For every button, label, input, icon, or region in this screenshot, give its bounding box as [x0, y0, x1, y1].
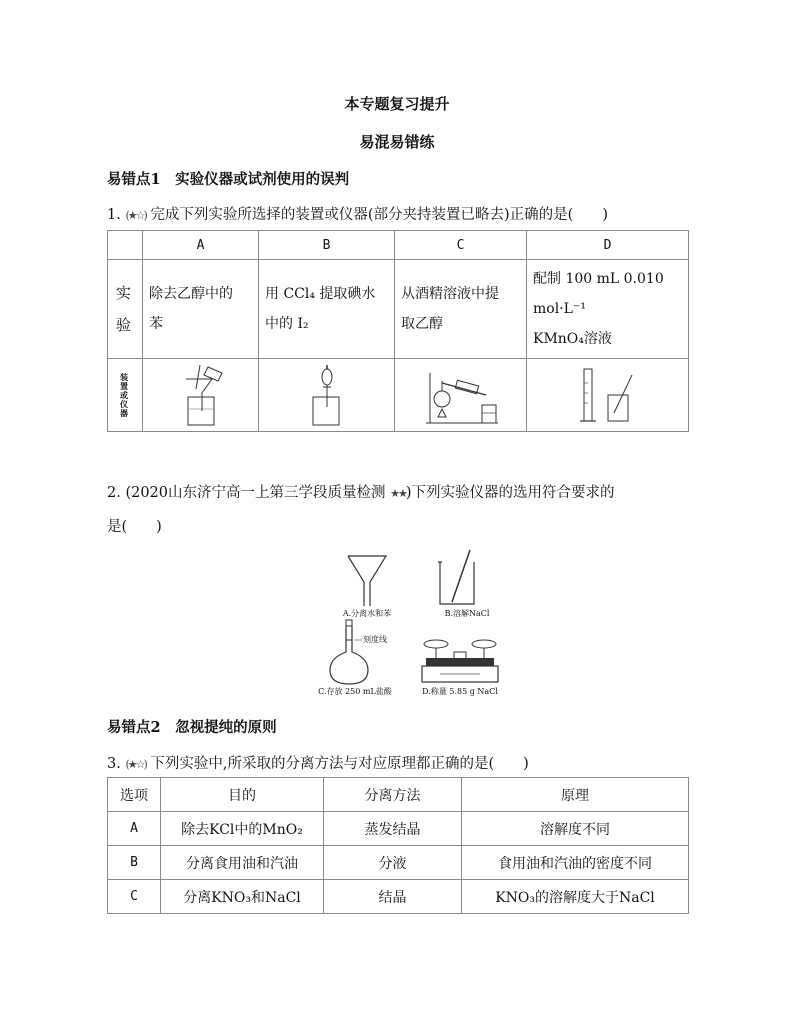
table-row — [108, 359, 689, 432]
q2-text: (2020山东济宁高一上第三学段质量检测 — [125, 485, 391, 501]
cylinder-beaker-apparatus — [568, 363, 648, 427]
table-header-row — [108, 778, 689, 812]
table-row — [108, 260, 689, 359]
principle-cell: KNO₃的溶解度大于NaCl — [462, 880, 689, 914]
q1-number: 1. — [107, 207, 121, 223]
option-cell: C — [108, 880, 161, 914]
funnel-icon — [342, 548, 392, 608]
principle-cell: 食用油和汽油的密度不同 — [462, 846, 689, 880]
column-header: 分离方法 — [324, 778, 462, 812]
volumetric-flask-icon — [300, 618, 410, 686]
table-header-row — [108, 231, 689, 260]
graduation-mark-label: 刻度线 — [363, 635, 387, 644]
experiment-row-label — [108, 260, 143, 359]
cell-line: mol·L⁻¹ — [533, 301, 586, 317]
purpose-cell: 分离食用油和汽油 — [161, 846, 324, 880]
column-header: A — [143, 231, 259, 260]
figure-caption: C.存放 250 mL盐酸 — [318, 687, 392, 696]
page-title: 本专题复习提升 — [344, 95, 450, 113]
figure-b — [412, 548, 522, 619]
figure-caption: B.溶解NaCl — [444, 609, 490, 618]
experiment-cell-b — [259, 260, 395, 359]
balance-scale-icon — [420, 636, 500, 686]
column-header: C — [395, 231, 527, 260]
difficulty-stars: (★☆) — [125, 209, 146, 222]
table-row — [108, 812, 689, 846]
apparatus-label: 装置或仪器 — [119, 372, 130, 418]
figure-d — [405, 636, 515, 697]
q3-number: 3. — [107, 756, 121, 772]
q1-table — [107, 230, 689, 432]
difficulty-stars: (★☆) — [125, 758, 146, 771]
column-header: B — [259, 231, 395, 260]
table-row — [108, 846, 689, 880]
funnel-beaker-apparatus — [166, 363, 236, 427]
purpose-cell: 分离KNO₃和NaCl — [161, 880, 324, 914]
method-cell: 蒸发结晶 — [324, 812, 462, 846]
apparatus-cell-b — [259, 359, 395, 432]
cell-line: 苯 — [149, 316, 163, 332]
q2-number: 2. — [107, 485, 121, 501]
cell-line: 中的 I₂ — [265, 316, 309, 332]
section2-heading: 易错点2 忽视提纯的原则 — [107, 719, 277, 736]
cell-line: 取乙醇 — [401, 316, 443, 332]
figure-caption: A.分离水和苯 — [342, 609, 392, 618]
q1-text: 完成下列实验所选择的装置或仪器(部分夹持装置已略去)正确的是( ) — [150, 207, 609, 223]
column-header: 原理 — [462, 778, 689, 812]
cell-line: KMnO₄溶液 — [533, 331, 612, 347]
cell-line: 从酒精溶液中提 — [401, 286, 499, 302]
beaker-stirring-rod-icon — [430, 548, 500, 608]
q2-stem-line2: 是( ) — [107, 519, 162, 535]
experiment-label: 实验 — [116, 284, 132, 334]
apparatus-row-label — [108, 359, 143, 432]
option-cell: A — [108, 812, 161, 846]
option-cell: B — [108, 846, 161, 880]
q1-stem — [107, 203, 608, 224]
table-row — [108, 880, 689, 914]
apparatus-cell-a — [143, 359, 259, 432]
q2-stem-line1 — [107, 481, 615, 502]
section1-heading: 易错点1 实验仪器或试剂使用的误判 — [107, 171, 350, 188]
apparatus-cell-c — [395, 359, 527, 432]
difficulty-stars: ★★ — [390, 487, 406, 500]
cell-line: 除去乙醇中的 — [149, 286, 233, 302]
experiment-cell-d — [527, 260, 689, 359]
apparatus-cell-d — [527, 359, 689, 432]
figure-caption: D.称量 5.85 g NaCl — [422, 687, 498, 696]
figure-c — [300, 618, 410, 697]
table-corner-cell — [108, 231, 143, 260]
method-cell: 分液 — [324, 846, 462, 880]
experiment-cell-a — [143, 260, 259, 359]
cell-line: 用 CCl₄ 提取碘水 — [265, 286, 376, 302]
figure-a — [312, 548, 422, 619]
separatory-funnel-apparatus — [297, 363, 357, 427]
q3-text: 下列实验中,所采取的分离方法与对应原理都正确的是( ) — [150, 756, 529, 772]
principle-cell: 溶解度不同 — [462, 812, 689, 846]
distillation-apparatus — [416, 363, 506, 427]
column-header: 目的 — [161, 778, 324, 812]
column-header: D — [527, 231, 689, 260]
purpose-cell: 除去KCl中的MnO₂ — [161, 812, 324, 846]
column-header: 选项 — [108, 778, 161, 812]
cell-line: 配制 100 mL 0.010 — [533, 271, 664, 287]
q3-stem — [107, 752, 529, 773]
q2-text: )下列实验仪器的选用符合要求的 — [405, 485, 615, 501]
q3-table — [107, 777, 689, 914]
experiment-cell-c — [395, 260, 527, 359]
method-cell: 结晶 — [324, 880, 462, 914]
page-subtitle: 易混易错练 — [359, 133, 435, 151]
